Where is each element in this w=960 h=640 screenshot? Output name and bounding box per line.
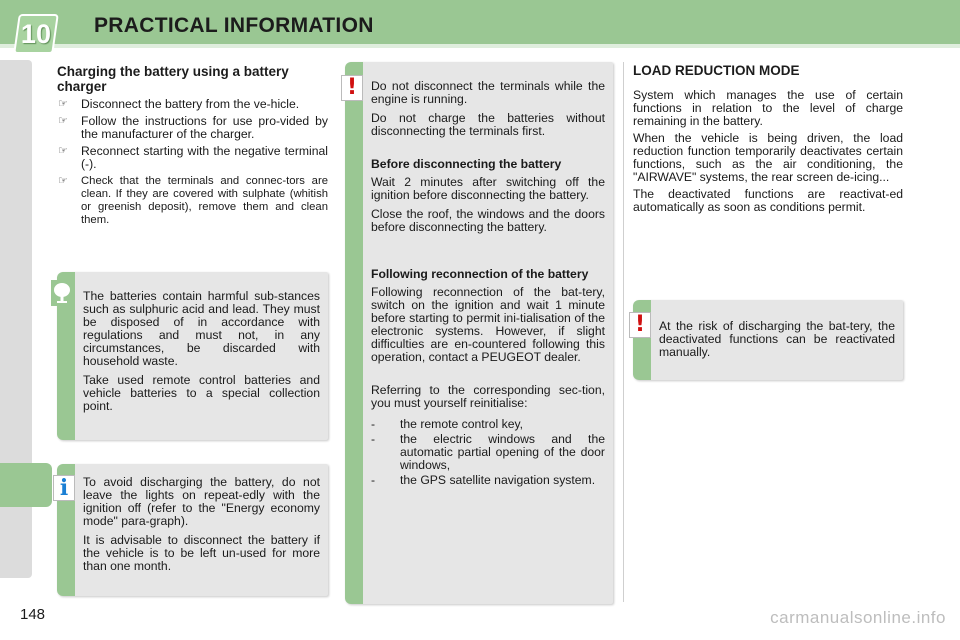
reinitialise-list	[371, 418, 605, 487]
list-item	[371, 418, 605, 431]
list-item	[54, 98, 328, 111]
pointing-hand-icon: ☞	[58, 98, 68, 110]
charging-steps	[54, 98, 328, 231]
load-warning-box	[633, 300, 903, 380]
exclamation-icon: !	[341, 75, 363, 101]
step-text: Reconnect starting with the negative terminal (-).	[81, 144, 328, 171]
before-paragraph-2: Close the roof, the windows and the doors before disconnecting the battery.	[371, 207, 605, 234]
pointing-hand-icon: ☞	[58, 175, 68, 187]
load-reduction-title: LOAD REDUCTION MODE	[633, 63, 800, 78]
before-paragraph-1: Wait 2 minutes after switching off the ignition before disconnecting the battery.	[371, 175, 605, 202]
info-box	[57, 464, 328, 596]
load-reduction-body	[633, 89, 903, 214]
after-paragraph-2: Referring to the corresponding sec-tion, you must yourself reinitialise:	[371, 383, 605, 410]
item-text: the remote control key,	[400, 417, 524, 431]
info-paragraph-1: To avoid discharging the battery, do not leave the lights on repeat-edly with the ignition off (refer to the "Energy economy mode" para-graph).	[83, 475, 320, 528]
after-reconnection-title: Following reconnection of the battery	[371, 267, 589, 281]
list-item	[54, 175, 328, 227]
chapter-badge	[13, 14, 59, 54]
load-warning-paragraph: At the risk of discharging the bat-tery, the deactivated functions can be reactivated manually.	[659, 319, 895, 359]
after-paragraph-1: Following reconnection of the bat-tery, switch on the ignition and wait 1 minute before starting to permit ini-tialisation of the electronic systems. However, if slight difficulties are en-countered following this operation, contact a PEUGEOT dealer.	[371, 285, 605, 364]
charging-title: Charging the battery using a battery charger	[57, 64, 289, 94]
list-item	[371, 474, 605, 487]
load-paragraph-1: System which manages the use of certain functions in relation to the level of charge remaining in the battery.	[633, 88, 903, 128]
step-text: Check that the terminals and connec-tors are clean. If they are covered with sulphate (whitish or greenish deposit), remove them and clean them.	[81, 175, 328, 226]
load-paragraph-2: When the vehicle is being driven, the load reduction function temporarily deactivates certain functions, such as the air conditioning, the "AIRWAVE" systems, the rear screen de-icing...	[633, 131, 903, 184]
dash-marker: -	[371, 473, 376, 487]
battery-warning-box	[345, 62, 613, 604]
page-number: 148	[20, 606, 46, 623]
header-underline	[0, 44, 960, 48]
warning-paragraph-1: Do not disconnect the terminals while the engine is running.	[371, 79, 605, 106]
environment-paragraph-1: The batteries contain harmful sub-stances such as sulphuric acid and lead. They must be disposed of in accordance with regulations and must not, in any circumstances, be discarded with household waste.	[83, 289, 320, 368]
load-paragraph-3: The deactivated functions are reactivat-ed automatically as soon as conditions permit.	[633, 187, 903, 214]
environment-paragraph-2: Take used remote control batteries and vehicle batteries to a special collection point.	[83, 373, 320, 413]
step-text: Follow the instructions for use pro-vided by the manufacturer of the charger.	[81, 114, 328, 141]
column-divider	[623, 62, 624, 602]
info-icon: i	[53, 475, 75, 501]
item-text: the electric windows and the automatic partial opening of the door windows,	[400, 432, 605, 472]
tree-icon-svg	[52, 282, 72, 304]
before-disconnecting-title: Before disconnecting the battery	[371, 157, 562, 171]
pointing-hand-icon: ☞	[58, 145, 68, 157]
dash-marker: -	[371, 432, 376, 446]
warning-paragraph-2: Do not charge the batteries without disconnecting the terminals first.	[371, 111, 605, 138]
list-item	[371, 433, 605, 472]
step-text: Disconnect the battery from the ve-hicle.	[81, 97, 300, 111]
list-item	[54, 115, 328, 141]
list-item	[54, 145, 328, 171]
side-tab-active	[0, 463, 52, 507]
pointing-hand-icon: ☞	[58, 115, 68, 127]
watermark: carmanualsonline.info	[770, 608, 946, 627]
dash-marker: -	[371, 417, 376, 431]
tree-icon	[51, 280, 73, 306]
item-text: the GPS satellite navigation system.	[400, 473, 596, 487]
environment-box	[57, 272, 328, 440]
info-paragraph-2: It is advisable to disconnect the battery if the vehicle is to be left un-used for more than one month.	[83, 533, 320, 573]
chapter-number: 10	[20, 18, 52, 49]
page-title: PRACTICAL INFORMATION	[94, 14, 374, 37]
exclamation-icon: !	[629, 312, 651, 338]
